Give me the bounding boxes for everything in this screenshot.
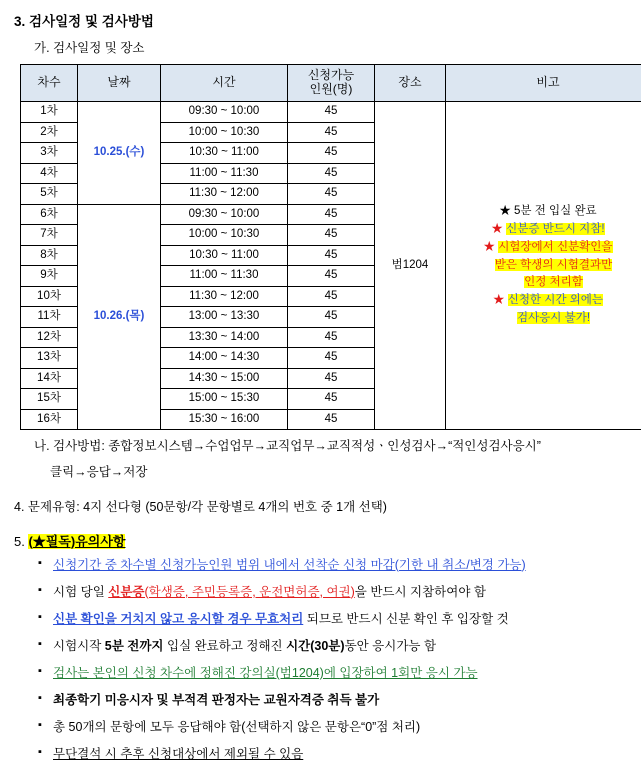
col-header-capacity-line2: 인원(명) [310, 82, 353, 96]
list-item [38, 556, 629, 574]
caution-text-4b: 5분 전까지 [105, 639, 164, 653]
caution-text-6: 최종학기 미응시자 및 부적격 판정자는 교원자격증 취득 불가 [53, 693, 379, 707]
cell-round: 7차 [21, 225, 78, 246]
cell-capacity: 45 [288, 245, 375, 266]
caution-text-3a: 신분 확인을 거치지 않고 응시할 경우 무효처리 [53, 612, 303, 626]
cell-capacity: 45 [288, 409, 375, 430]
cell-round: 11차 [21, 307, 78, 328]
cell-round: 5차 [21, 184, 78, 205]
note-text-7: 검사응시 불가! [517, 312, 590, 324]
col-header-round: 차수 [21, 65, 78, 102]
note-line-7 [448, 310, 641, 328]
cell-time: 10:00 ~ 10:30 [161, 225, 288, 246]
cell-capacity: 45 [288, 122, 375, 143]
cell-capacity: 45 [288, 286, 375, 307]
cell-round: 9차 [21, 266, 78, 287]
col-header-date: 날짜 [78, 65, 161, 102]
cell-capacity: 45 [288, 327, 375, 348]
cell-round: 13차 [21, 348, 78, 369]
cell-capacity: 45 [288, 102, 375, 123]
cell-place: 범1204 [375, 102, 446, 430]
cell-time: 11:30 ~ 12:00 [161, 286, 288, 307]
note-text-4: 받은 학생의 시험결과만 [495, 259, 612, 271]
col-header-capacity-line1: 신청가능 [308, 68, 354, 82]
cell-date-1: 10.25.(수) [78, 102, 161, 205]
caution-text-2b: 신분증 [108, 585, 144, 599]
caution-text-7: 총 50개의 문항에 모두 응답해야 함(선택하지 않은 문항은“0”점 처리) [53, 720, 420, 734]
cell-notes [446, 102, 641, 430]
note-line-5 [448, 274, 641, 292]
cell-capacity: 45 [288, 184, 375, 205]
cell-round: 16차 [21, 409, 78, 430]
cell-capacity: 45 [288, 307, 375, 328]
caution-text-2c: (학생증, 주민등록증, 운전면허증, 여권) [144, 585, 354, 599]
cell-time: 14:00 ~ 14:30 [161, 348, 288, 369]
cell-time: 10:30 ~ 11:00 [161, 143, 288, 164]
table-row [21, 102, 641, 123]
cell-capacity: 45 [288, 266, 375, 287]
cell-capacity: 45 [288, 348, 375, 369]
section-title: 검사일정 및 검사방법 [29, 14, 154, 29]
note-line-2 [448, 221, 641, 239]
cell-capacity: 45 [288, 389, 375, 410]
cell-time: 15:30 ~ 16:00 [161, 409, 288, 430]
cell-round: 4차 [21, 163, 78, 184]
col-header-place: 장소 [375, 65, 446, 102]
star-red-icon-2: ★ [484, 241, 496, 253]
star-red-icon-1: ★ [491, 223, 503, 235]
item-4-text: 문제유형: 4지 선다형 (50문항/각 문항별로 4개의 번호 중 1개 선택) [28, 500, 387, 514]
list-item [38, 610, 629, 628]
note-line-1 [448, 203, 641, 221]
item-5-highlight: (★필독)유의사항 [28, 534, 125, 549]
list-item [38, 583, 629, 601]
method-line-1: 나. 검사방법: 종합정보시스템→수업업무→교직업무→교직적성ㆍ인성검사→“적인성검사응시” [34, 437, 629, 456]
cell-time: 10:00 ~ 10:30 [161, 122, 288, 143]
list-item [38, 745, 629, 763]
note-line-4 [448, 257, 641, 275]
cell-round: 6차 [21, 204, 78, 225]
cell-capacity: 45 [288, 368, 375, 389]
table-header [21, 65, 641, 102]
cell-time: 09:30 ~ 10:00 [161, 204, 288, 225]
cell-capacity: 45 [288, 225, 375, 246]
caution-text-5: 검사는 본인의 신청 차수에 정해진 강의실(범1204)에 입장하여 1회만 응시 가능 [53, 666, 478, 680]
list-item [38, 664, 629, 682]
note-text-2: 신분증 반드시 지참! [506, 223, 604, 235]
caution-text-1: 신청기간 중 차수별 신청가능인원 범위 내에서 선착순 신청 마감(기한 내 취소/변경 가능) [53, 558, 526, 572]
table-body [21, 102, 641, 430]
caution-text-2d: 을 반드시 지참하여야 함 [355, 585, 486, 599]
list-item [38, 637, 629, 655]
caution-text-4c: 입실 완료하고 정해진 [164, 639, 287, 653]
note-line-3 [448, 239, 641, 257]
caution-text-4e: 동안 응시가능 함 [345, 639, 436, 653]
cell-round: 8차 [21, 245, 78, 266]
cell-round: 12차 [21, 327, 78, 348]
cell-time: 15:00 ~ 15:30 [161, 389, 288, 410]
cell-round: 2차 [21, 122, 78, 143]
section-heading [14, 10, 629, 30]
item-5 [14, 531, 629, 550]
star-red-icon-3: ★ [493, 294, 505, 306]
cell-round: 15차 [21, 389, 78, 410]
schedule-table [20, 64, 641, 430]
cell-round: 1차 [21, 102, 78, 123]
cell-time: 10:30 ~ 11:00 [161, 245, 288, 266]
note-text-5: 인정 처리함 [524, 276, 583, 288]
star-black-icon: ★ [499, 205, 511, 217]
caution-text-4d: 시간(30분) [286, 639, 344, 653]
cell-time: 14:30 ~ 15:00 [161, 368, 288, 389]
item-4-number: 4. [14, 500, 24, 514]
note-text-1: 5분 전 입실 완료 [514, 205, 597, 217]
list-item [38, 691, 629, 709]
note-line-6 [448, 292, 641, 310]
note-text-6: 신청한 시간 외에는 [508, 294, 603, 306]
list-item [38, 718, 629, 736]
method-line-2: 클릭→응답→저장 [50, 463, 629, 482]
cell-round: 3차 [21, 143, 78, 164]
cell-capacity: 45 [288, 143, 375, 164]
cell-round: 10차 [21, 286, 78, 307]
cell-date-2: 10.26.(목) [78, 204, 161, 430]
col-header-capacity [288, 65, 375, 102]
cell-time: 11:00 ~ 11:30 [161, 266, 288, 287]
cell-time: 09:30 ~ 10:00 [161, 102, 288, 123]
note-text-3: 시험장에서 신분확인을 [498, 241, 612, 253]
item-5-number: 5. [14, 534, 25, 549]
caution-text-3b: 되므로 반드시 신분 확인 후 입장할 것 [303, 612, 508, 626]
cell-round: 14차 [21, 368, 78, 389]
cell-capacity: 45 [288, 204, 375, 225]
caution-text-8: 무단결석 시 추후 신청대상에서 제외될 수 있음 [53, 747, 303, 761]
cautions-list [38, 556, 629, 764]
caution-text-4a: 시험시작 [53, 639, 105, 653]
cell-capacity: 45 [288, 163, 375, 184]
table-header-row [21, 65, 641, 102]
cell-time: 11:00 ~ 11:30 [161, 163, 288, 184]
subsection-a-title: 가. 검사일정 및 장소 [34, 38, 629, 56]
caution-text-2a: 시험 당일 [53, 585, 108, 599]
item-4 [14, 497, 629, 515]
cell-time: 13:00 ~ 13:30 [161, 307, 288, 328]
section-number: 3. [14, 14, 25, 29]
cell-time: 13:30 ~ 14:00 [161, 327, 288, 348]
col-header-time: 시간 [161, 65, 288, 102]
cell-time: 11:30 ~ 12:00 [161, 184, 288, 205]
col-header-note: 비고 [446, 65, 641, 102]
